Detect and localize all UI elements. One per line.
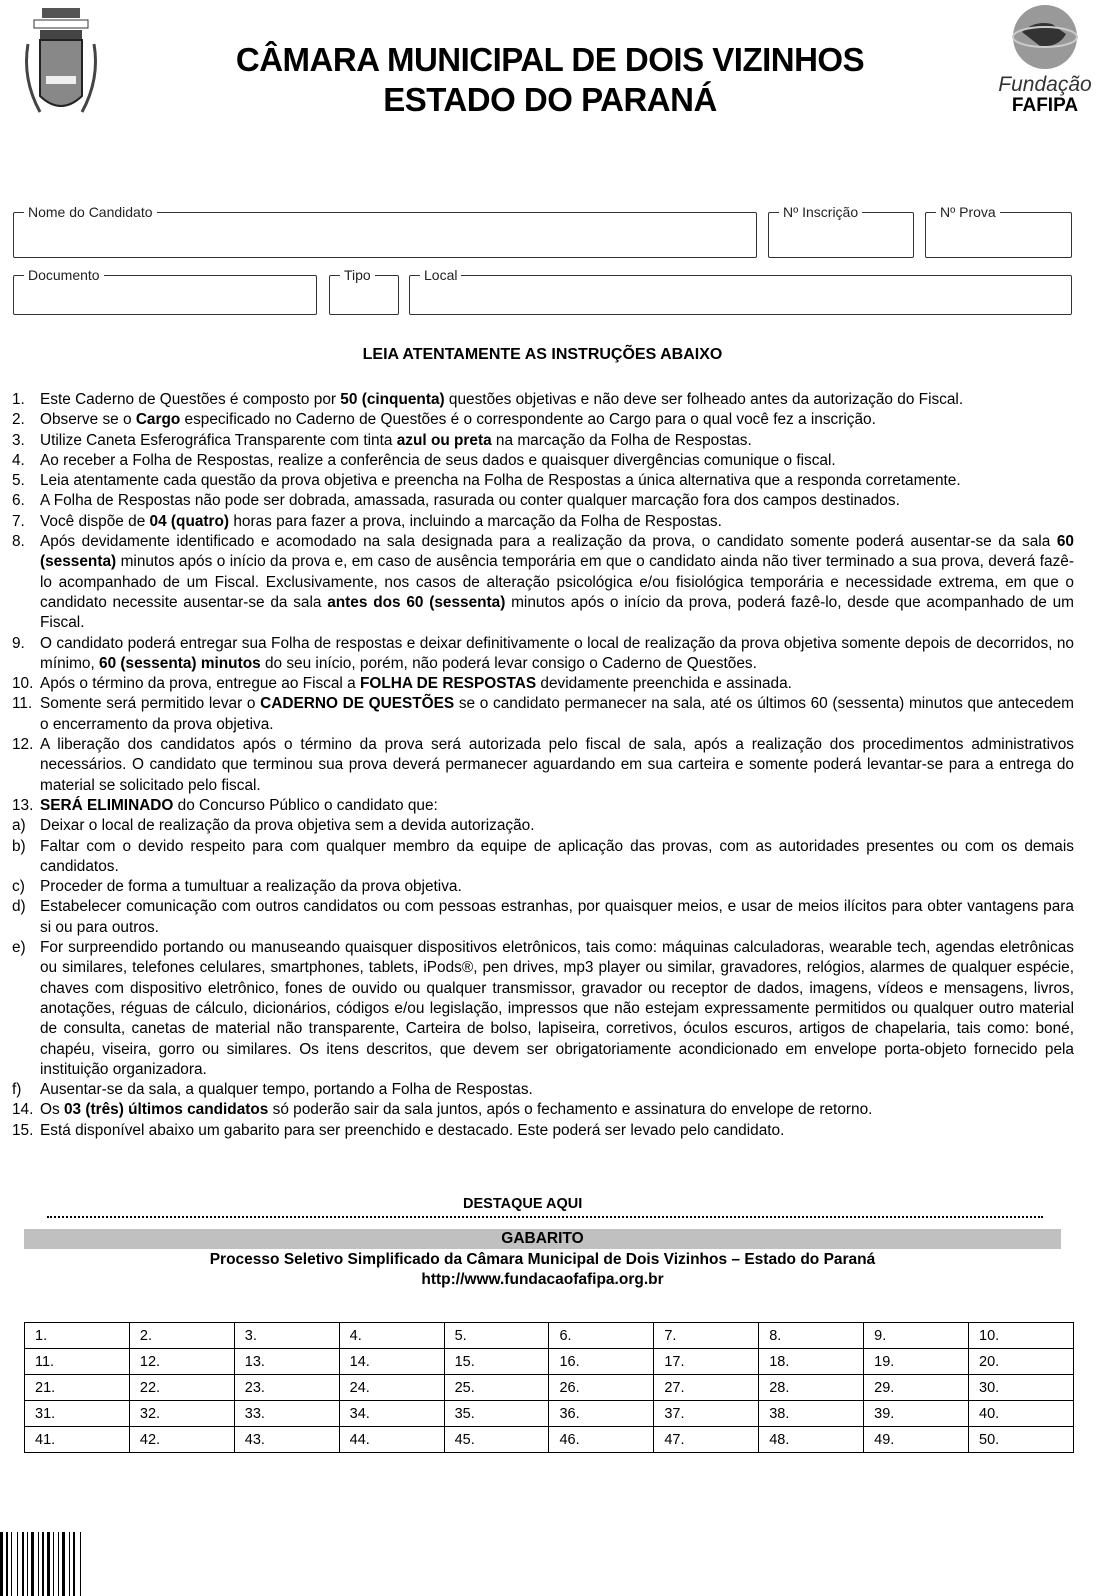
- answer-cell[interactable]: 23.: [234, 1375, 339, 1401]
- instruction-number: 2.: [12, 411, 25, 429]
- barcode-bar: [73, 1532, 75, 1596]
- instruction-number: b): [12, 837, 26, 855]
- answer-cell[interactable]: 50.: [969, 1427, 1074, 1453]
- barcode-bar: [42, 1532, 44, 1596]
- answer-row: [25, 1401, 1074, 1427]
- text-segment: especificado no Caderno de Questões é o correspondente ao Cargo para o qual você fez a inscrição.: [180, 411, 876, 429]
- answer-row: [25, 1375, 1074, 1401]
- barcode-bar: [69, 1532, 70, 1596]
- instruction-text: [40, 1100, 1074, 1120]
- title-line-2: ESTADO DO PARANÁ: [383, 81, 717, 118]
- text-segment: minutos após o início da prova, poderá fazê-lo, desde que acompanhado de um Fiscal.: [40, 593, 1074, 632]
- instruction-item: [12, 451, 1074, 471]
- type-label: Tipo: [340, 267, 375, 283]
- text-segment: Os: [40, 1101, 64, 1119]
- cut-line: [47, 1196, 1043, 1218]
- exam-number-label: Nº Prova: [936, 204, 1000, 220]
- answer-cell[interactable]: 30.: [969, 1375, 1074, 1401]
- fafipa-logo: [980, 2, 1110, 132]
- instruction-item: [12, 471, 1074, 491]
- answer-cell[interactable]: 47.: [654, 1427, 759, 1453]
- location-label: Local: [420, 267, 461, 283]
- candidate-name-field[interactable]: [13, 204, 757, 258]
- text-segment: Este Caderno de Questões é composto por: [40, 391, 341, 408]
- instruction-item: [12, 431, 1074, 451]
- barcode-bar: [27, 1532, 28, 1596]
- instruction-number: 4.: [12, 451, 25, 469]
- instruction-number: 14.: [12, 1101, 34, 1119]
- answer-cell[interactable]: 5.: [444, 1323, 549, 1349]
- text-segment: só poderão sair da sala juntos, após o fechamento e assinatura do envelope de retorno.: [268, 1101, 873, 1119]
- text-segment: devidamente preenchida e assinada.: [536, 675, 792, 693]
- text-segment: Somente será permitido levar o: [40, 695, 261, 713]
- text-segment: For surpreendido portando ou manuseando quaisquer dispositivos eletrônicos, tais como: máquinas calculadoras, wearable tech, agendas eletrônicas ou similares, telefones celulares, smartphones, tablets, iPods®, pen drives, mp3 player ou similar, gravadores, relógios, alarmes de qualquer espécie, chaves com dispositivo eletrônico, fones de ouvido ou qualquer transmissor, gravador ou receptor de dados, imagens, vídeos e mensagens, livros, anotações, réguas de cálculo, dicionários, códigos e/ou legislação, impressos que não estejam expressamente permitidos ou qualquer outro material de consulta, canetas de material não transparente, Carteira de bolso, lapiseira, corretivos, óculos escuros, artigos de chapelaria, tais como: boné, chapéu, viseira, gorro ou similares. Os itens descritos, que devem ser obrigatoriamente acondicionado em envelope porta-objeto fornecido pela instituição organizadora.: [40, 939, 1074, 1078]
- text-segment: Utilize Caneta Esferográfica Transparente com tinta: [40, 431, 397, 449]
- instruction-number: 11.: [12, 695, 33, 713]
- emphasis-text: FOLHA DE RESPOSTAS: [359, 675, 537, 693]
- answer-cell[interactable]: 8.: [759, 1323, 864, 1349]
- barcode-bar: [47, 1532, 50, 1596]
- text-segment: Ao receber a Folha de Respostas, realize a conferência de seus dados e quaisquer divergências comunique o fiscal.: [40, 451, 836, 469]
- cut-label: DESTAQUE AQUI: [463, 1196, 583, 1212]
- emphasis-text: 50 (cinquenta): [340, 391, 445, 408]
- type-field[interactable]: [329, 267, 399, 315]
- instruction-item: [12, 512, 1074, 532]
- text-segment: Após o término da prova, entregue ao Fiscal a: [40, 675, 360, 693]
- answer-cell[interactable]: 25.: [444, 1375, 549, 1401]
- text-segment: A Folha de Respostas não pode ser dobrada, amassada, rasurada ou conter qualquer marcação fora dos campos destinados.: [40, 492, 900, 510]
- emphasis-text: Cargo: [135, 411, 181, 429]
- answer-cell[interactable]: 7.: [654, 1323, 759, 1349]
- instruction-number: 5.: [12, 472, 25, 490]
- instruction-number: e): [12, 939, 26, 957]
- instruction-number: f): [12, 1081, 22, 1099]
- instruction-item: [12, 837, 1074, 878]
- text-segment: O candidato poderá entregar sua Folha de respostas e deixar definitivamente o local de realização da prova objetiva somente depois de decorridos, no mínimo,: [40, 634, 1074, 672]
- emphasis-text: antes dos 60 (sessenta): [327, 593, 506, 611]
- instruction-number: d): [12, 898, 26, 916]
- emphasis-text: 60 (sessenta): [40, 533, 1074, 571]
- answer-cell[interactable]: 38.: [759, 1401, 864, 1427]
- answer-cell[interactable]: 16.: [549, 1349, 654, 1375]
- answer-cell[interactable]: 20.: [969, 1349, 1074, 1375]
- answer-cell[interactable]: 12.: [129, 1349, 234, 1375]
- instruction-item: [12, 694, 1074, 735]
- answer-key-subtitle: Processo Seletivo Simplificado da Câmara Municipal de Dois Vizinhos – Estado do Paraná: [209, 1251, 876, 1268]
- instruction-item: [12, 634, 1074, 675]
- exam-number-field[interactable]: [925, 204, 1072, 258]
- barcode-bar: [62, 1532, 65, 1596]
- answer-cell[interactable]: 27.: [654, 1375, 759, 1401]
- answer-cell[interactable]: 29.: [864, 1375, 969, 1401]
- location-field[interactable]: [409, 267, 1072, 315]
- instruction-text: [40, 674, 1074, 694]
- text-segment: Proceder de forma a tumultuar a realização da prova objetiva.: [40, 878, 462, 896]
- barcode-bar: [17, 1532, 18, 1596]
- text-segment: A liberação dos candidatos após o término da prova será autorizada pelo fiscal de sala, após a realização dos procedimentos administrativos necessários. O candidato que terminou sua prova deverá permanecer aguardando em sua carteira e somente poderá levantar-se para a entrega do material se solicitado pelo fiscal.: [40, 736, 1074, 794]
- instruction-item: [12, 674, 1074, 694]
- text-segment: do seu início, porém, não poderá levar consigo o Caderno de Questões.: [260, 654, 757, 672]
- answer-key-header: [0, 1250, 1085, 1290]
- instruction-text: [40, 491, 1074, 511]
- answer-cell[interactable]: 35.: [444, 1401, 549, 1427]
- text-segment: Leia atentamente cada questão da prova objetiva e preencha na Folha de Respostas a única alternativa que a responda corretamente.: [40, 472, 961, 490]
- text-segment: Estabelecer comunicação com outros candidatos ou com pessoas estranhas, por quaisquer meios, e usar de meios ilícitos para obter vantagens para si ou para outros.: [40, 898, 1074, 936]
- answer-cell[interactable]: 42.: [129, 1427, 234, 1453]
- instruction-text: [40, 431, 1074, 451]
- registration-number-label: Nº Inscrição: [779, 204, 862, 220]
- barcode-bar: [11, 1532, 12, 1596]
- answer-cell[interactable]: 43.: [234, 1427, 339, 1453]
- instruction-item: [12, 816, 1074, 836]
- instructions-list: [12, 390, 1074, 1141]
- text-segment: questões objetivas e não deve ser folheado antes da autorização do Fiscal.: [444, 391, 964, 408]
- instruction-number: 6.: [12, 492, 25, 510]
- instruction-item: [12, 1100, 1074, 1120]
- instruction-item: [12, 938, 1074, 1080]
- instruction-text: [40, 532, 1074, 633]
- answer-cell[interactable]: 6.: [549, 1323, 654, 1349]
- instruction-number: 3.: [12, 431, 25, 449]
- answer-cell[interactable]: 31.: [25, 1401, 130, 1427]
- instruction-number: 7.: [12, 512, 25, 530]
- barcode-bar: [80, 1532, 81, 1596]
- logo-line-1: Fundação: [998, 73, 1092, 96]
- emphasis-text: 60 (sessenta) minutos: [99, 654, 261, 672]
- answer-cell[interactable]: 24.: [339, 1375, 444, 1401]
- answer-cell[interactable]: 10.: [969, 1323, 1074, 1349]
- answer-cell[interactable]: 33.: [234, 1401, 339, 1427]
- text-segment: Você dispõe de: [40, 512, 150, 530]
- answer-key-url: http://www.fundacaofafipa.org.br: [421, 1271, 664, 1288]
- title-line-1: CÂMARA MUNICIPAL DE DOIS VIZINHOS: [235, 41, 865, 78]
- instruction-number: 13.: [12, 796, 34, 814]
- emphasis-text: azul ou preta: [396, 431, 492, 449]
- answer-cell[interactable]: 1.: [25, 1323, 130, 1349]
- instruction-number: 9.: [12, 634, 25, 652]
- barcode-bar: [22, 1532, 24, 1596]
- answer-cell[interactable]: 26.: [549, 1375, 654, 1401]
- instruction-text: [40, 694, 1074, 735]
- answer-cell[interactable]: 14.: [339, 1349, 444, 1375]
- emphasis-text: 04 (quatro): [149, 512, 230, 530]
- answer-cell[interactable]: 34.: [339, 1401, 444, 1427]
- instruction-number: 10.: [12, 675, 34, 693]
- answer-cell[interactable]: 21.: [25, 1375, 130, 1401]
- instruction-number: 15.: [12, 1121, 34, 1139]
- text-segment: Observe se o: [40, 411, 136, 429]
- answer-cell[interactable]: 37.: [654, 1401, 759, 1427]
- answer-key-grid: [24, 1322, 1074, 1453]
- text-segment: na marcação da Folha de Respostas.: [491, 431, 752, 449]
- municipal-crest-logo: [20, 4, 102, 124]
- answer-cell[interactable]: 41.: [25, 1427, 130, 1453]
- emphasis-text: CADERNO DE QUESTÕES: [260, 695, 455, 713]
- instruction-text: [40, 471, 1074, 491]
- answer-cell[interactable]: 28.: [759, 1375, 864, 1401]
- text-segment: Faltar com o devido respeito para com qualquer membro da equipe de aplicação das provas, com as autoridades presentes ou com os demais candidatos.: [40, 837, 1074, 875]
- text-segment: Está disponível abaixo um gabarito para ser preenchido e destacado. Este poderá ser levado pelo candidato.: [40, 1121, 785, 1139]
- answer-cell[interactable]: 4.: [339, 1323, 444, 1349]
- barcode-bar: [0, 1532, 3, 1596]
- instruction-item: [12, 796, 1074, 816]
- answer-cell[interactable]: 3.: [234, 1323, 339, 1349]
- answer-cell[interactable]: 48.: [759, 1427, 864, 1453]
- answer-cell[interactable]: 15.: [444, 1349, 549, 1375]
- instruction-text: [40, 897, 1074, 938]
- barcode-bar: [31, 1532, 34, 1596]
- instruction-text: [40, 877, 1074, 897]
- instruction-text: [40, 390, 1074, 410]
- candidate-name-label: Nome do Candidato: [24, 204, 157, 220]
- answer-cell[interactable]: 13.: [234, 1349, 339, 1375]
- barcode-bar: [53, 1532, 54, 1596]
- instruction-text: [40, 1121, 1074, 1141]
- instruction-text: [40, 816, 1074, 836]
- answer-cell[interactable]: 46.: [549, 1427, 654, 1453]
- answer-cell[interactable]: 2.: [129, 1323, 234, 1349]
- emphasis-text: SERÁ ELIMINADO: [40, 796, 174, 814]
- globe-icon: [1010, 2, 1080, 72]
- emphasis-text: 03 (três) últimos candidatos: [63, 1101, 269, 1119]
- instruction-number: 12.: [12, 736, 34, 754]
- instruction-item: [12, 491, 1074, 511]
- answer-key-title: GABARITO: [24, 1229, 1061, 1249]
- instruction-item: [12, 897, 1074, 938]
- document-title: [150, 40, 950, 120]
- document-field[interactable]: [13, 267, 317, 315]
- text-segment: horas para fazer a prova, incluindo a marcação da Folha de Respostas.: [229, 512, 722, 530]
- instruction-item: [12, 877, 1074, 897]
- instruction-item: [12, 390, 1074, 410]
- instruction-text: [40, 735, 1074, 796]
- answer-row: [25, 1427, 1074, 1453]
- barcode-bar: [6, 1532, 8, 1596]
- instruction-text: [40, 796, 1074, 816]
- instruction-item: [12, 1080, 1074, 1100]
- text-segment: Após devidamente identificado e acomodado na sala designada para a realização da prova, o candidato somente poderá ausentar-se da sala: [40, 533, 1057, 551]
- instruction-text: [40, 1080, 1074, 1100]
- instruction-item: [12, 410, 1074, 430]
- text-segment: minutos após o início da prova e, em caso de ausência temporária em que o candidato ainda não tiver terminado a sua prova, deverá fazê-lo acompanhado de um Fiscal. Exclusivamente, nos casos de alteração psicológica e/ou fisiológica temporária e necessidade extrema, em que o candidato necessite ausentar-se da sala: [40, 553, 1074, 611]
- text-segment: Ausentar-se da sala, a qualquer tempo, portando a Folha de Respostas.: [40, 1081, 533, 1099]
- barcode-bar: [38, 1532, 39, 1596]
- instruction-number: 1.: [12, 391, 25, 408]
- answer-cell[interactable]: 17.: [654, 1349, 759, 1375]
- text-segment: Deixar o local de realização da prova objetiva sem a devida autorização.: [40, 817, 535, 835]
- instruction-text: [40, 451, 1074, 471]
- answer-row: [25, 1323, 1074, 1349]
- answer-cell[interactable]: 22.: [129, 1375, 234, 1401]
- text-segment: do Concurso Público o candidato que:: [173, 796, 438, 814]
- answer-cell[interactable]: 19.: [864, 1349, 969, 1375]
- instruction-item: [12, 735, 1074, 796]
- logo-line-2: FAFIPA: [1011, 95, 1079, 116]
- instructions-heading: LEIA ATENTAMENTE AS INSTRUÇÕES ABAIXO: [362, 346, 723, 363]
- instruction-number: a): [12, 817, 26, 835]
- answer-cell[interactable]: 32.: [129, 1401, 234, 1427]
- instruction-text: [40, 512, 1074, 532]
- instruction-text: [40, 938, 1074, 1080]
- document-label: Documento: [24, 267, 104, 283]
- barcode: [0, 1532, 165, 1596]
- answer-cell[interactable]: 45.: [444, 1427, 549, 1453]
- instruction-text: [40, 634, 1074, 675]
- answer-cell[interactable]: 11.: [25, 1349, 130, 1375]
- answer-cell[interactable]: 49.: [864, 1427, 969, 1453]
- answer-cell[interactable]: 40.: [969, 1401, 1074, 1427]
- answer-cell[interactable]: 36.: [549, 1401, 654, 1427]
- instruction-item: [12, 532, 1074, 633]
- answer-cell[interactable]: 9.: [864, 1323, 969, 1349]
- text-segment: se o candidato permanecer na sala, até os últimos 60 (sessenta) minutos que antecedem o encerramento da prova objetiva.: [40, 695, 1075, 733]
- registration-number-field[interactable]: [768, 204, 914, 258]
- answer-row: [25, 1349, 1074, 1375]
- instruction-number: c): [12, 878, 25, 896]
- instruction-number: 8.: [12, 533, 25, 551]
- answer-cell[interactable]: 44.: [339, 1427, 444, 1453]
- instruction-text: [40, 410, 1074, 430]
- answer-cell[interactable]: 39.: [864, 1401, 969, 1427]
- instruction-item: [12, 1121, 1074, 1141]
- answer-cell[interactable]: 18.: [759, 1349, 864, 1375]
- instruction-text: [40, 837, 1074, 878]
- barcode-bar: [58, 1532, 59, 1596]
